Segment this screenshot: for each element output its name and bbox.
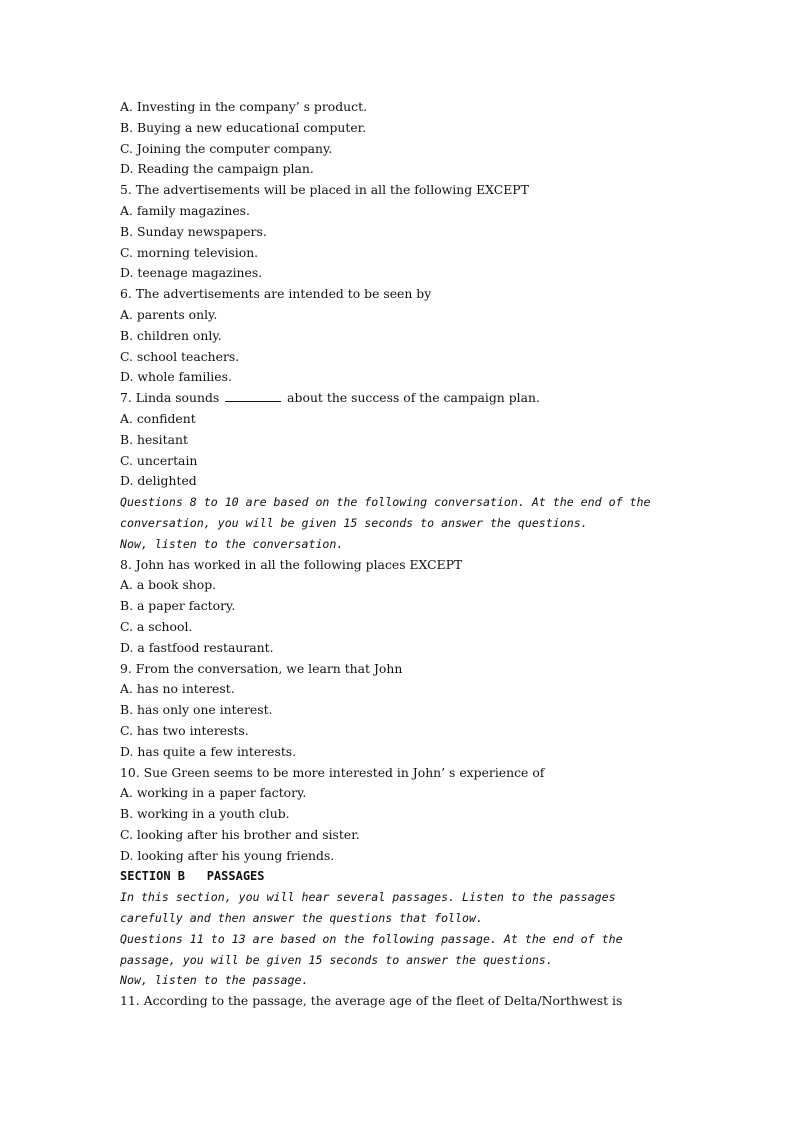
question-11: 11. According to the passage, the average age of the fleet of Delta/Northwest is <box>120 993 623 1009</box>
question-9: 9. From the conversation, we learn that John <box>120 660 403 676</box>
instruction-line: In this section, you will hear several passages. Listen to the passages <box>120 890 616 905</box>
text-line: B. a paper factory. <box>120 598 236 614</box>
question-7 <box>120 388 734 409</box>
text-line: D. a fastfood restaurant. <box>120 639 274 655</box>
text-line: B. children only. <box>120 327 222 343</box>
text-line: A. a book shop. <box>120 577 217 593</box>
text-line: D. has quite a few interests. <box>120 743 297 759</box>
text-line: B. hesitant <box>120 431 188 447</box>
text-line: C. has two interests. <box>120 722 249 738</box>
text-line: D. Reading the campaign plan. <box>120 161 314 177</box>
text-line: A. family magazines. <box>120 202 250 218</box>
text-line: C. uncertain <box>120 452 198 468</box>
text-line: C. Joining the computer company. <box>120 140 333 156</box>
question-7-after: about the success of the campaign plan. <box>287 390 540 406</box>
question-8: 8. John has worked in all the following places EXCEPT <box>120 556 463 572</box>
text-line: C. looking after his brother and sister. <box>120 826 360 842</box>
question-6: 6. The advertisements are intended to be seen by <box>120 286 432 302</box>
text-line: C. school teachers. <box>120 348 240 364</box>
text-line: B. Buying a new educational computer. <box>120 119 367 135</box>
text-line: A. Investing in the company’ s product. <box>120 99 368 114</box>
text-line: D. whole families. <box>120 369 232 385</box>
instruction-line: Questions 8 to 10 are based on the following conversation. At the end of the <box>120 495 651 510</box>
text-line: D. looking after his young friends. <box>120 847 335 863</box>
text-line: D. teenage magazines. <box>120 265 263 281</box>
instruction-line: Now, listen to the conversation. <box>120 536 344 551</box>
instruction-line: carefully and then answer the questions that follow. <box>120 911 483 926</box>
text-line: A. working in a paper factory. <box>120 785 307 801</box>
question-10: 10. Sue Green seems to be more interested in John’ s experience of <box>120 764 545 780</box>
text-line: C. morning television. <box>120 244 259 260</box>
instruction-line: conversation, you will be given 15 seconds to answer the questions. <box>120 515 588 530</box>
instruction-line: passage, you will be given 15 seconds to answer the questions. <box>120 952 553 967</box>
section-heading: SECTION B PASSAGES <box>120 869 265 884</box>
instruction-line: Now, listen to the passage. <box>120 973 309 988</box>
question-7-before: 7. Linda sounds <box>120 390 220 406</box>
text-line: B. Sunday newspapers. <box>120 223 267 239</box>
question-5: 5. The advertisements will be placed in all the following EXCEPT <box>120 182 529 198</box>
answer-blank <box>225 389 281 402</box>
text-line: B. has only one interest. <box>120 702 273 718</box>
text-line: D. delighted <box>120 473 197 489</box>
instruction-line: Questions 11 to 13 are based on the following passage. At the end of the <box>120 931 623 946</box>
text-line: B. working in a youth club. <box>120 806 290 822</box>
text-line: A. has no interest. <box>120 681 235 697</box>
text-line: A. confident <box>120 410 196 426</box>
text-line: C. a school. <box>120 618 193 634</box>
text-line: A. parents only. <box>120 306 218 322</box>
